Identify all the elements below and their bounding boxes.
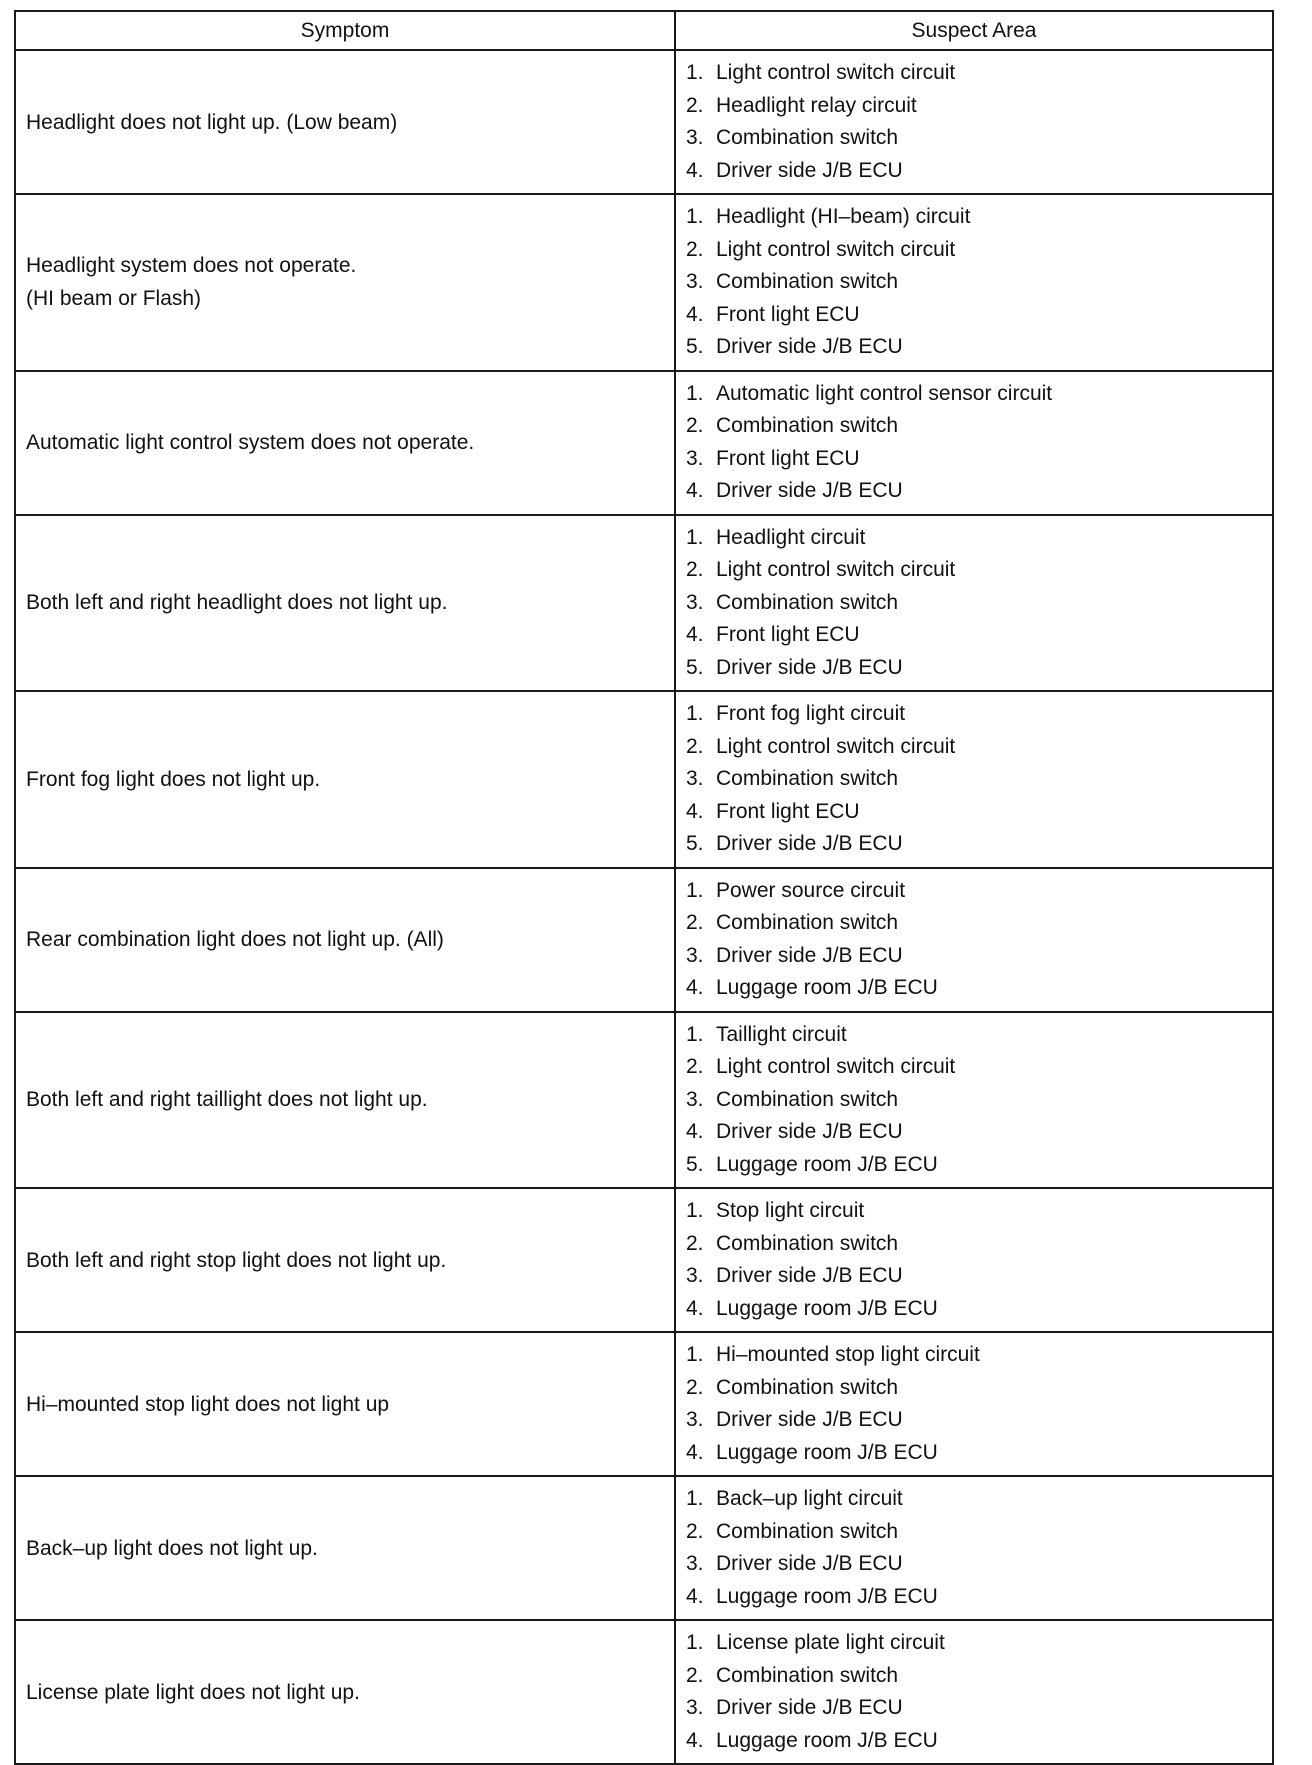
- suspect-item-number: 2.: [686, 911, 704, 934]
- suspect-item-text: Power source circuit: [716, 878, 906, 902]
- suspect-item: [684, 1084, 1272, 1117]
- suspect-item: [684, 1372, 1272, 1405]
- suspect-item-number: 3.: [686, 590, 704, 614]
- suspect-item-number: 1.: [686, 1487, 704, 1510]
- suspect-item-number: 5.: [686, 832, 704, 855]
- table-row: [15, 194, 1273, 371]
- suspect-item-text: Luggage room J/B ECU: [716, 1296, 938, 1320]
- suspect-item: [684, 299, 1272, 332]
- table-row: [15, 1476, 1273, 1620]
- suspect-item: [684, 234, 1272, 267]
- suspect-item: [684, 828, 1272, 861]
- table-row: [15, 691, 1273, 868]
- suspect-item-text: Front light ECU: [716, 446, 860, 470]
- suspect-item-number: 2.: [686, 558, 704, 581]
- suspect-item-text: Combination switch: [716, 1375, 899, 1399]
- suspect-item-number: 1.: [686, 61, 704, 84]
- suspect-area-cell: [675, 194, 1273, 371]
- suspect-item-text: Stop light circuit: [716, 1199, 865, 1222]
- suspect-item-number: 1.: [686, 878, 704, 902]
- suspect-item-text: Luggage room J/B ECU: [716, 1728, 938, 1752]
- suspect-item: [684, 122, 1272, 155]
- suspect-item-number: 1.: [686, 1631, 704, 1654]
- symptom-column-header: Symptom: [15, 11, 675, 50]
- suspect-item: [684, 155, 1272, 188]
- suspect-item-text: Front light ECU: [716, 623, 860, 646]
- suspect-item-number: 4.: [686, 1584, 704, 1608]
- symptom-text: Rear combination light does not light up. (All): [26, 928, 444, 951]
- suspect-item-number: 2.: [686, 1519, 704, 1543]
- suspect-item-text: Combination switch: [716, 590, 899, 614]
- suspect-item-text: Combination switch: [716, 1519, 899, 1543]
- suspect-item-text: Combination switch: [716, 414, 899, 437]
- suspect-item-number: 1.: [686, 525, 704, 549]
- table-row: [15, 50, 1273, 194]
- symptom-cell: [15, 1332, 675, 1476]
- suspect-area-cell: [675, 515, 1273, 692]
- symptom-cell: [15, 1476, 675, 1620]
- suspect-item-number: 1.: [686, 1199, 704, 1222]
- suspect-area-cell: [675, 50, 1273, 194]
- suspect-item: [684, 475, 1272, 508]
- suspect-item: [684, 1228, 1272, 1261]
- suspect-item: [684, 1581, 1272, 1614]
- table-row: [15, 868, 1273, 1012]
- symptom-text: (HI beam or Flash): [26, 287, 202, 311]
- symptom-text: Headlight system does not operate.: [26, 254, 357, 278]
- suspect-item: [684, 875, 1272, 908]
- symptom-text: Both left and right taillight does not light up.: [26, 1088, 428, 1112]
- suspect-list: [684, 698, 1272, 861]
- suspect-item-number: 3.: [686, 1552, 704, 1575]
- suspect-item: [684, 1051, 1272, 1084]
- suspect-item-number: 5.: [686, 1152, 704, 1176]
- suspect-item-text: Luggage room J/B ECU: [716, 976, 938, 999]
- suspect-list: [684, 875, 1272, 1005]
- suspect-item: [684, 554, 1272, 587]
- suspect-item-number: 3.: [686, 1408, 704, 1431]
- suspect-area-cell: [675, 1332, 1273, 1476]
- symptom-cell: [15, 691, 675, 868]
- suspect-item-text: Driver side J/B ECU: [716, 479, 903, 502]
- suspect-area-cell: [675, 1620, 1273, 1764]
- suspect-item-text: Combination switch: [716, 1231, 899, 1255]
- suspect-item-text: Combination switch: [716, 270, 899, 293]
- suspect-item: [684, 1660, 1272, 1693]
- suspect-area-cell: [675, 371, 1273, 515]
- suspect-item: [684, 443, 1272, 476]
- suspect-item-text: Driver side J/B ECU: [716, 158, 903, 182]
- suspect-item-text: Combination switch: [716, 1663, 899, 1687]
- suspect-item-text: Driver side J/B ECU: [716, 1552, 903, 1575]
- suspect-item-text: Front light ECU: [716, 799, 860, 823]
- suspect-item: [684, 1260, 1272, 1293]
- suspect-item-text: Driver side J/B ECU: [716, 943, 903, 967]
- suspect-item: [684, 201, 1272, 234]
- suspect-list: [684, 1339, 1272, 1469]
- suspect-item-number: 4.: [686, 479, 704, 502]
- suspect-item: [684, 731, 1272, 764]
- suspect-item: [684, 907, 1272, 940]
- suspect-item: [684, 652, 1272, 685]
- suspect-list: [684, 1483, 1272, 1613]
- suspect-item: [684, 1548, 1272, 1581]
- suspect-item-number: 3.: [686, 767, 704, 790]
- suspect-item-number: 3.: [686, 446, 704, 470]
- suspect-item-number: 1.: [686, 702, 704, 725]
- suspect-item-number: 1.: [686, 1343, 704, 1366]
- suspect-list: [684, 201, 1272, 364]
- suspect-list: [684, 1019, 1272, 1182]
- symptom-cell: [15, 371, 675, 515]
- suspect-list: [684, 378, 1272, 508]
- suspect-item: [684, 57, 1272, 90]
- troubleshooting-sheet: [14, 10, 1272, 1765]
- suspect-item-text: Luggage room J/B ECU: [716, 1584, 938, 1608]
- table-header-row: [15, 11, 1273, 50]
- suspect-item-number: 5.: [686, 655, 704, 679]
- suspect-item: [684, 266, 1272, 299]
- suspect-item-text: Driver side J/B ECU: [716, 1264, 903, 1287]
- symptom-text: Both left and right stop light does not light up.: [26, 1248, 447, 1272]
- suspect-area-cell: [675, 1476, 1273, 1620]
- symptom-cell: [15, 515, 675, 692]
- suspect-item-text: Combination switch: [716, 126, 899, 149]
- suspect-item-text: Light control switch circuit: [716, 237, 956, 261]
- suspect-item-number: 1.: [686, 205, 704, 228]
- suspect-item-number: 2.: [686, 1375, 704, 1399]
- suspect-item-text: License plate light circuit: [716, 1631, 945, 1654]
- suspect-item-number: 4.: [686, 623, 704, 646]
- suspect-item-text: Front light ECU: [716, 302, 860, 326]
- symptom-text: Headlight does not light up. (Low beam): [26, 110, 398, 134]
- suspect-item-number: 3.: [686, 1696, 704, 1719]
- suspect-item-number: 2.: [686, 1055, 704, 1078]
- suspect-item-number: 4.: [686, 1728, 704, 1752]
- suspect-item-number: 3.: [686, 943, 704, 967]
- suspect-item-number: 4.: [686, 302, 704, 326]
- suspect-item-number: 4.: [686, 799, 704, 823]
- suspect-item: [684, 1516, 1272, 1549]
- suspect-item: [684, 940, 1272, 973]
- suspect-item-number: 4.: [686, 1440, 704, 1464]
- suspect-item: [684, 1339, 1272, 1372]
- suspect-item-text: Driver side J/B ECU: [716, 1120, 903, 1143]
- suspect-item-text: Front fog light circuit: [716, 702, 906, 725]
- suspect-area-cell: [675, 1188, 1273, 1332]
- suspect-list: [684, 1195, 1272, 1325]
- suspect-item: [684, 1692, 1272, 1725]
- symptom-text: Front fog light does not light up.: [26, 767, 321, 791]
- suspect-item-text: Taillight circuit: [716, 1022, 847, 1046]
- suspect-item: [684, 1019, 1272, 1052]
- suspect-list: [684, 1627, 1272, 1757]
- suspect-item: [684, 796, 1272, 829]
- suspect-item-text: Combination switch: [716, 911, 899, 934]
- suspect-item: [684, 90, 1272, 123]
- symptom-text: License plate light does not light up.: [26, 1680, 360, 1704]
- suspect-item-number: 1.: [686, 381, 704, 405]
- symptom-cell: [15, 1188, 675, 1332]
- suspect-item-text: Light control switch circuit: [716, 558, 956, 581]
- table-row: [15, 515, 1273, 692]
- suspect-item: [684, 1437, 1272, 1470]
- suspect-item-number: 2.: [686, 414, 704, 437]
- suspect-list: [684, 57, 1272, 187]
- suspect-item: [684, 587, 1272, 620]
- suspect-item-number: 2.: [686, 1231, 704, 1255]
- suspect-item-text: Headlight (HI–beam) circuit: [716, 205, 971, 228]
- suspect-item-text: Light control switch circuit: [716, 1055, 956, 1078]
- symptom-text: Hi–mounted stop light does not light up: [26, 1392, 390, 1416]
- suspect-item: [684, 1195, 1272, 1228]
- suspect-item: [684, 619, 1272, 652]
- suspect-item-number: 1.: [686, 1022, 704, 1046]
- suspect-item: [684, 1293, 1272, 1326]
- suspect-item-text: Driver side J/B ECU: [716, 1408, 903, 1431]
- suspect-item: [684, 1627, 1272, 1660]
- suspect-item-text: Light control switch circuit: [716, 734, 956, 758]
- suspect-item: [684, 410, 1272, 443]
- suspect-area-cell: [675, 1012, 1273, 1189]
- suspect-item-number: 5.: [686, 335, 704, 358]
- suspect-item: [684, 698, 1272, 731]
- suspect-item-text: Driver side J/B ECU: [716, 655, 903, 679]
- suspect-area-column-header: Suspect Area: [675, 11, 1273, 50]
- suspect-item: [684, 1483, 1272, 1516]
- suspect-item-text: Hi–mounted stop light circuit: [716, 1343, 980, 1366]
- symptom-cell: [15, 1620, 675, 1764]
- suspect-item-text: Automatic light control sensor circuit: [716, 381, 1053, 405]
- symptom-cell: [15, 50, 675, 194]
- suspect-item-number: 2.: [686, 93, 704, 117]
- suspect-item-number: 4.: [686, 976, 704, 999]
- table-row: [15, 1332, 1273, 1476]
- symptom-text: Both left and right headlight does not light up.: [26, 591, 448, 615]
- symptom-text: Automatic light control system does not operate.: [26, 431, 475, 454]
- suspect-item: [684, 522, 1272, 555]
- suspect-item-text: Combination switch: [716, 767, 899, 790]
- suspect-item-number: 4.: [686, 1296, 704, 1320]
- table-row: [15, 1620, 1273, 1764]
- suspect-item-text: Headlight relay circuit: [716, 93, 917, 117]
- suspect-item-text: Combination switch: [716, 1087, 899, 1111]
- suspect-item-text: Driver side J/B ECU: [716, 832, 903, 855]
- suspect-item-text: Luggage room J/B ECU: [716, 1440, 938, 1464]
- suspect-item-number: 2.: [686, 1663, 704, 1687]
- problem-symptoms-table: [14, 10, 1274, 1765]
- suspect-list: [684, 522, 1272, 685]
- suspect-item-number: 2.: [686, 734, 704, 758]
- suspect-item-number: 3.: [686, 270, 704, 293]
- suspect-item-number: 3.: [686, 1264, 704, 1287]
- suspect-item: [684, 763, 1272, 796]
- symptom-text: Back–up light does not light up.: [26, 1536, 318, 1560]
- suspect-item-text: Light control switch circuit: [716, 61, 956, 84]
- suspect-item: [684, 972, 1272, 1005]
- suspect-item: [684, 1404, 1272, 1437]
- table-row: [15, 1012, 1273, 1189]
- suspect-item: [684, 378, 1272, 411]
- suspect-item-number: 4.: [686, 158, 704, 182]
- suspect-item: [684, 1149, 1272, 1182]
- suspect-item: [684, 331, 1272, 364]
- suspect-item-text: Driver side J/B ECU: [716, 1696, 903, 1719]
- symptom-cell: [15, 1012, 675, 1189]
- suspect-area-cell: [675, 868, 1273, 1012]
- suspect-item: [684, 1725, 1272, 1758]
- symptom-cell: [15, 194, 675, 371]
- suspect-item-text: Driver side J/B ECU: [716, 335, 903, 358]
- suspect-item-text: Back–up light circuit: [716, 1487, 903, 1510]
- suspect-item-number: 2.: [686, 237, 704, 261]
- suspect-item: [684, 1116, 1272, 1149]
- suspect-item-number: 3.: [686, 126, 704, 149]
- table-row: [15, 1188, 1273, 1332]
- symptom-cell: [15, 868, 675, 1012]
- table-body: [15, 50, 1273, 1764]
- suspect-item-text: Headlight circuit: [716, 525, 866, 549]
- suspect-item-number: 4.: [686, 1120, 704, 1143]
- suspect-area-cell: [675, 691, 1273, 868]
- suspect-item-text: Luggage room J/B ECU: [716, 1152, 938, 1176]
- suspect-item-number: 3.: [686, 1087, 704, 1111]
- table-row: [15, 371, 1273, 515]
